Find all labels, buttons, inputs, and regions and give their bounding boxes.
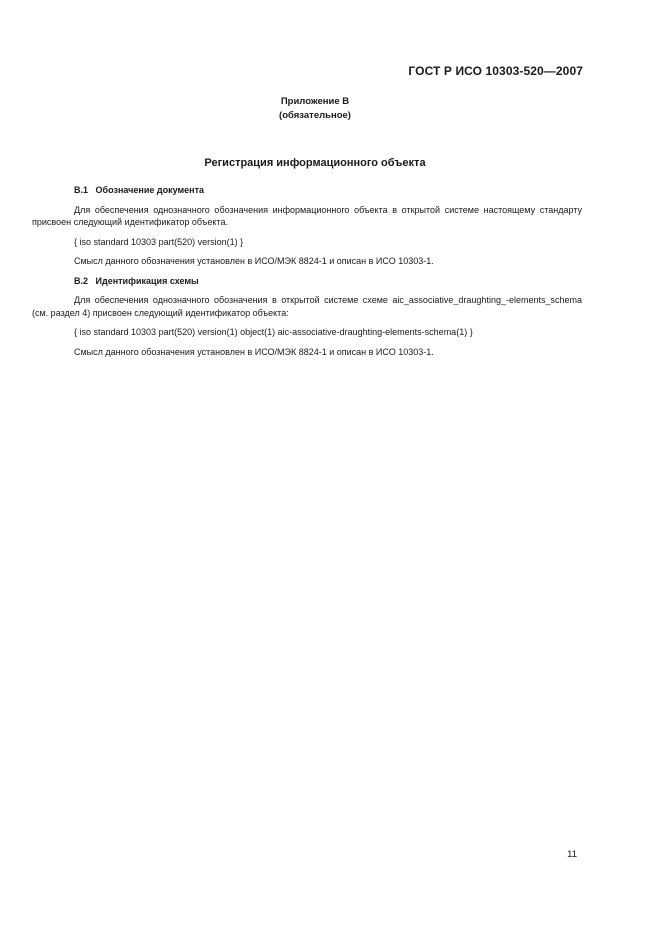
section-number: В.1: [74, 185, 89, 195]
paragraph: Смысл данного обозначения установлен в ИСО/МЭК 8824-1 и описан в ИСО 10303-1.: [74, 256, 434, 266]
object-identifier: { iso standard 10303 part(520) version(1) object(1) aic-associative-draughting-elements-schema(1) }: [74, 327, 473, 337]
section-heading: [74, 275, 582, 288]
paragraph: Смысл данного обозначения установлен в ИСО/МЭК 8824-1 и описан в ИСО 10303-1.: [74, 346, 434, 357]
standard-designation: ГОСТ Р ИСО 10303-520—2007: [408, 64, 583, 78]
section-title: Обозначение документа: [95, 185, 204, 195]
annex-status: (обязательное): [279, 110, 351, 121]
object-identifier: { iso standard 10303 part(520) version(1) }: [74, 236, 244, 247]
annex-title: Приложение В: [280, 96, 350, 107]
section-number: В.2: [74, 275, 89, 286]
annex-heading: [0, 95, 630, 123]
annex-main-title: Регистрация информационного объекта: [204, 157, 426, 169]
page-number: 11: [567, 849, 577, 860]
annex-body: [32, 184, 582, 365]
section-title: Идентификация схемы: [95, 275, 199, 286]
paragraph: Для обеспечения однозначного обозначения информационного объекта в открытой системе настоящему стандарту присвоен следующий идентификатор объекта.: [32, 204, 582, 227]
section-heading: [74, 184, 582, 197]
paragraph: Для обеспечения однозначного обозначения в открытой системе схеме aic_associative_draughting_-elements_schema (см. раздел 4) присвоен следующий идентификатор объекта:: [32, 295, 582, 318]
